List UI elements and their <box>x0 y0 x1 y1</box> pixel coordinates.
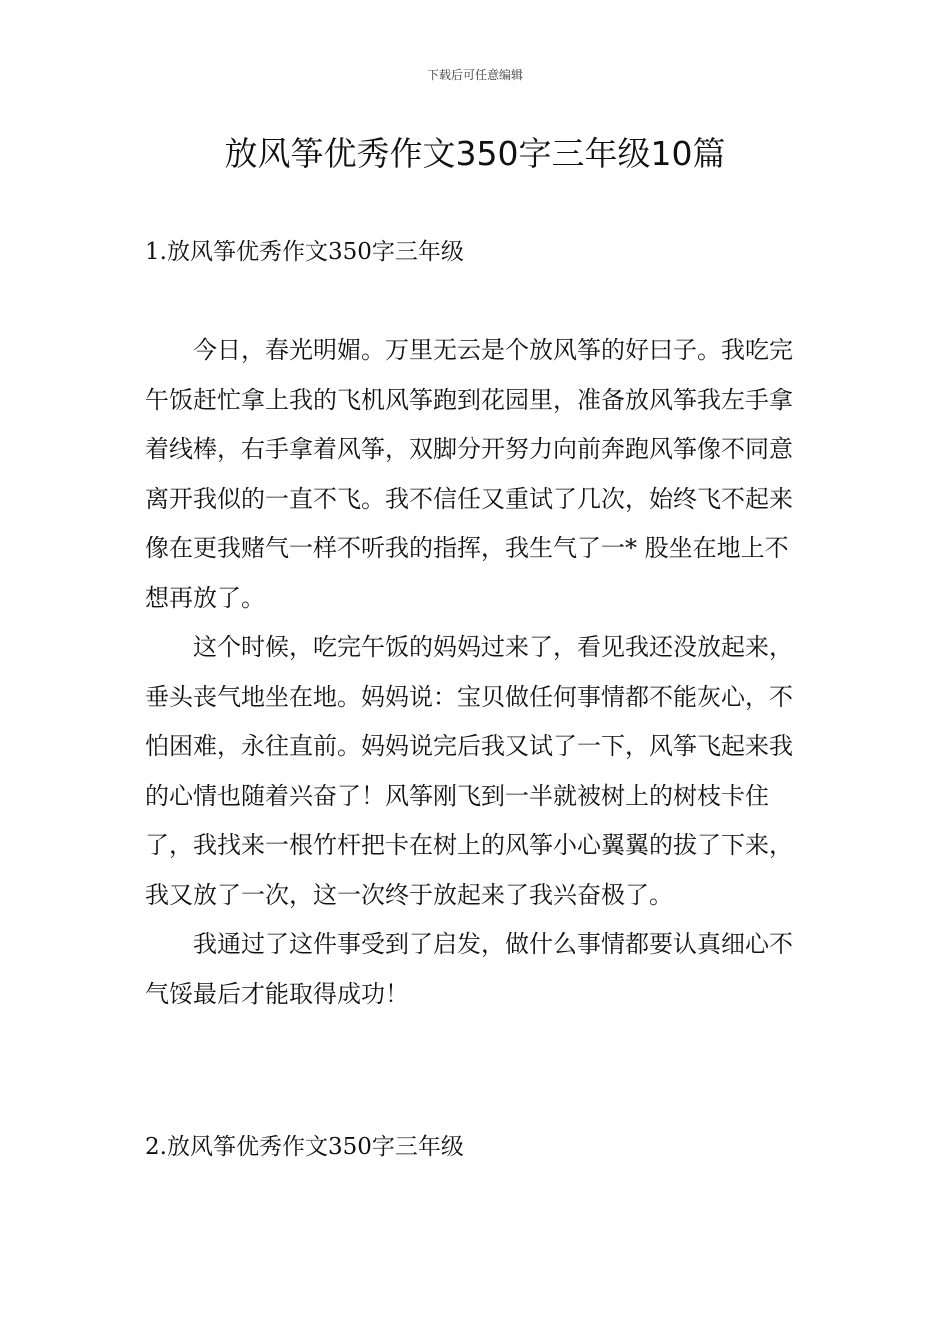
section-heading-2: 2.放风筝优秀作文350字三年级 <box>145 1134 464 1160</box>
download-note: 下载后可任意编辑 <box>426 68 523 82</box>
paragraph: 我通过了这件事受到了启发，做什么事情都要认真细心不气馁最后才能取得成功！ <box>145 930 793 1008</box>
paragraph: 这个时候，吃完午饭的妈妈过来了，看见我还没放起来，垂头丧气地坐在地。妈妈说：宝贝做任何事情都不能灰心，不怕困难，永往直前。妈妈说完后我又试了一下，风筝飞起来我的心情也随着兴奋了！风筝刚飞到一半就被树上的树枝卡住了，我找来一根竹杆把卡在树上的风筝小心翼翼的拔了下来，我又放了一次，这一次终于放起来了我兴奋极了。 <box>145 633 793 909</box>
document-title: 放风筝优秀作文350字三年级10篇 <box>224 134 726 173</box>
section-body-1 <box>145 326 810 1019</box>
paragraph: 今日，春光明媚。万里无云是个放风筝的好曰子。我吃完午饭赶忙拿上我的飞机风筝跑到花园里，准备放风筝我左手拿着线棒，右手拿着风筝，双脚分开努力向前奔跑风筝像不同意离开我似的一直不飞。我不信任又重试了几次，始终飞不起来像在更我赌气一样不听我的指挥，我生气了一* 股坐在地上不想再放了。 <box>145 336 793 612</box>
section-heading-1: 1.放风筝优秀作文350字三年级 <box>145 239 464 265</box>
